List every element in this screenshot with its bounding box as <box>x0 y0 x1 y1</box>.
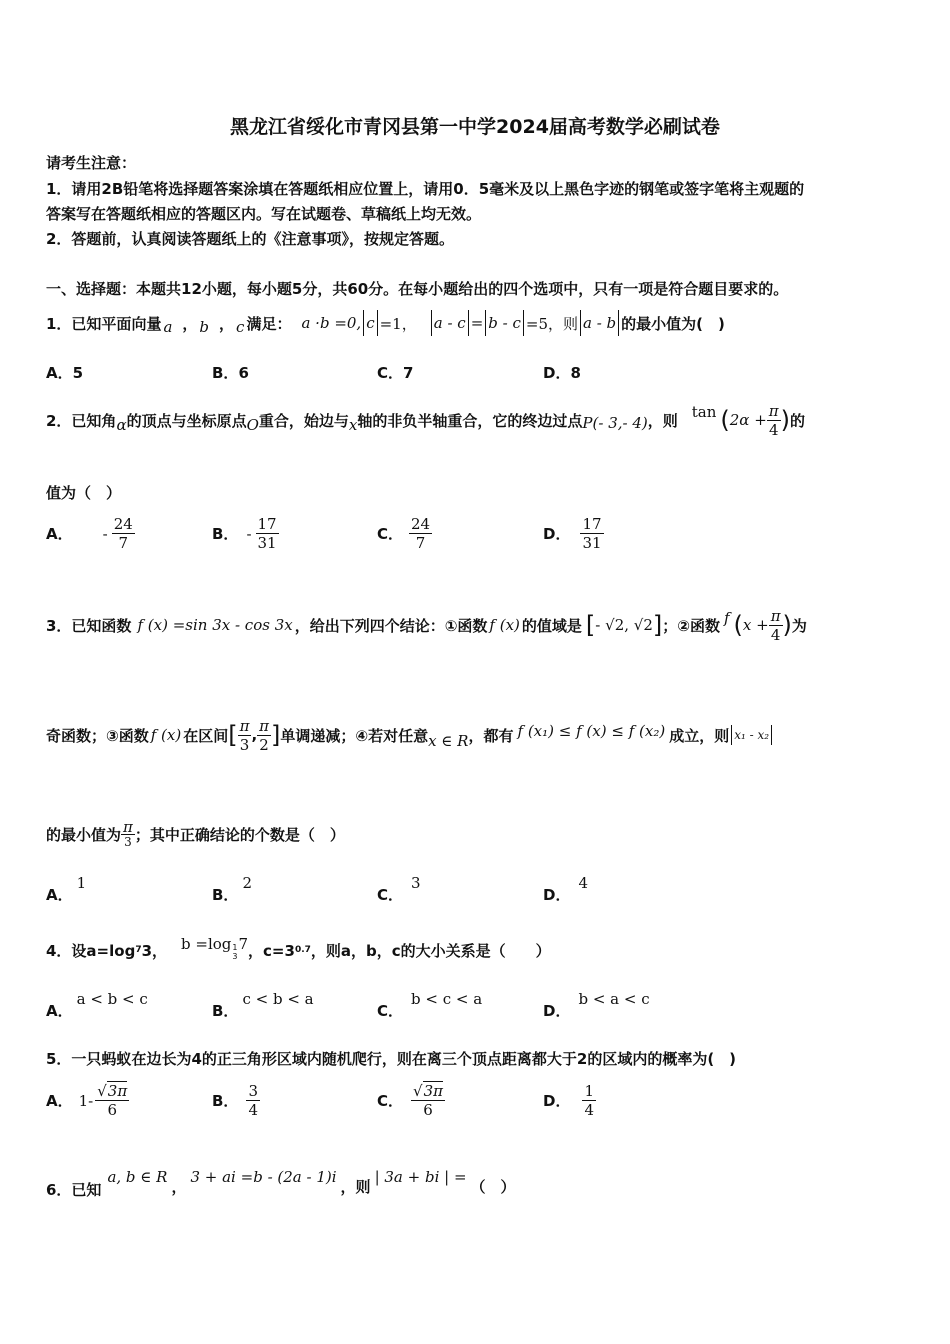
q3-line-3: 的最小值为 $\frac{\pi}{3}$ ；其中正确结论的个数是（ ） <box>46 817 345 849</box>
tan-func: tan <box>691 403 717 421</box>
q2-option-b[interactable]: B． - $\frac{17}{31}$ <box>212 515 277 552</box>
q1-lead: 1．已知平面向量 <box>46 314 162 333</box>
notice-item-1b: 答案写在答题纸相应的答题区内。写在试题卷、草稿纸上均无效。 <box>46 205 482 223</box>
q1-math-1: a ·b =0, <box>301 314 362 332</box>
q5-option-b[interactable]: B． $\frac{3}{4}$ <box>212 1082 258 1119</box>
q4-option-a[interactable]: A．a < b < c <box>46 990 148 1020</box>
q3-line-2: 奇函数；③函数 f (x) 在区间 [ $\frac{\pi}{3}$ , $\frac{\pi}{2}$ ] 单调递减；④若对任意 x ∈ R ，都有 f (x₁) ≤ f (x) ≤ f (x₂) 成立，则 x₁ - x₂ <box>46 712 774 758</box>
q3-option-a[interactable]: A．1 <box>46 874 87 904</box>
q4-option-b[interactable]: B．c < b < a <box>212 990 314 1020</box>
angle-alpha: α <box>116 416 127 434</box>
q1-math-3: =1， <box>379 314 417 333</box>
q2-option-c[interactable]: C． $\frac{24}{7}$ <box>377 515 431 552</box>
q4-option-d[interactable]: D．b < a < c <box>543 990 650 1020</box>
vector-c: c <box>236 318 245 336</box>
notice-item-2: 2．答题前，认真阅读答题纸上的《注意事项》，按规定答题。 <box>46 230 454 248</box>
q1-option-a[interactable]: A．5 <box>46 364 84 382</box>
q3-option-c[interactable]: C．3 <box>377 874 421 904</box>
vector-b: b <box>199 318 210 336</box>
q4-option-c[interactable]: C．b < c < a <box>377 990 483 1020</box>
page-title: 黑龙江省绥化市青冈县第一中学2024届高考数学必刷试卷 <box>230 116 720 138</box>
q3-option-d[interactable]: D．4 <box>543 874 588 904</box>
notice-item-1a: 1．请用2B铅笔将选择题答案涂填在答题纸相应位置上，请用0．5毫米及以上黑色字迹的钢笔或签字笔将主观题的 <box>46 180 805 198</box>
q2-option-d[interactable]: D． $\frac{17}{31}$ <box>543 515 602 552</box>
q1-math-5: = <box>470 314 484 332</box>
origin-o: O <box>246 416 259 434</box>
q1-tail: 的最小值为( ) <box>621 314 725 333</box>
q3-inequality: f (x₁) ≤ f (x) ≤ f (x₂) <box>517 722 666 740</box>
q2-option-a[interactable]: A． - $\frac{24}{7}$ <box>46 515 133 552</box>
notice-heading: 请考生注意： <box>46 154 137 172</box>
question-2: 2．已知角 α 的顶点与坐标原点 O 重合，始边与 x 轴的非负半轴重合，它的终边过点 P(- 3,- 4) ，则 tan ( 2α + $\frac{\pi}{4}$ ) 的 <box>46 401 806 439</box>
q1-math-6: b - c <box>488 314 521 332</box>
question-1: 1．已知平面向量 a ， b ， c 满足： a ·b =0, c =1， a - c = b - c =5，则 a - b 的最小值为( ) <box>46 308 725 338</box>
q1-math-4: a - c <box>433 314 466 332</box>
question-3: 3．已知函数 f (x) =sin 3x - cos 3x ，给出下列四个结论：①函数 f (x) 的值域是 [ - √2, √2 ] ；②函数 f ( x + $\frac{\pi}{4}$ ) 为 <box>46 606 807 644</box>
question-4: 4．设a=log 7 3， b =log 1 3 7 ，c=3 0.7 ，则a，b，c的大小关系是（ ） <box>46 935 551 961</box>
question-5: 5．一只蚂蚁在边长为4的正三角形区域内随机爬行，则在离三个顶点距离都大于2的区域内的概率为( ) <box>46 1050 737 1068</box>
q2-line-2: 值为（ ） <box>46 484 122 502</box>
q1-math-7: =5，则 <box>525 314 578 333</box>
q5-option-c[interactable]: C． $\frac{√3\pi}{6}$ <box>377 1082 443 1119</box>
axis-x: x <box>348 416 358 434</box>
q1-math-2: c <box>366 314 375 332</box>
q3-func-def: f (x) =sin 3x - cos 3x <box>137 616 293 634</box>
q1-cond: 满足： <box>246 314 292 333</box>
q3-option-b[interactable]: B．2 <box>212 874 252 904</box>
q1-math-8: a - b <box>583 314 617 332</box>
point-p: P(- 3,- 4) <box>582 414 648 432</box>
q1-option-c[interactable]: C．7 <box>377 364 414 382</box>
section-heading: 一、选择题：本题共12小题，每小题5分，共60分。在每小题给出的四个选项中，只有一项是符合题目要求的。 <box>46 280 789 298</box>
q5-option-d[interactable]: D． $\frac{1}{4}$ <box>543 1082 594 1119</box>
q3-range: - √2, √2 <box>595 616 653 634</box>
question-6: 6．已知 a, b ∈ R ， 3 + ai =b - (2a - 1)i ，则 | 3a + bi | = （ ） <box>46 1168 516 1199</box>
q5-option-a[interactable]: A． 1- $\frac{√3\pi}{6}$ <box>46 1082 128 1119</box>
q1-option-b[interactable]: B．6 <box>212 364 249 382</box>
q1-option-d[interactable]: D．8 <box>543 364 581 382</box>
vector-a: a <box>163 318 173 336</box>
